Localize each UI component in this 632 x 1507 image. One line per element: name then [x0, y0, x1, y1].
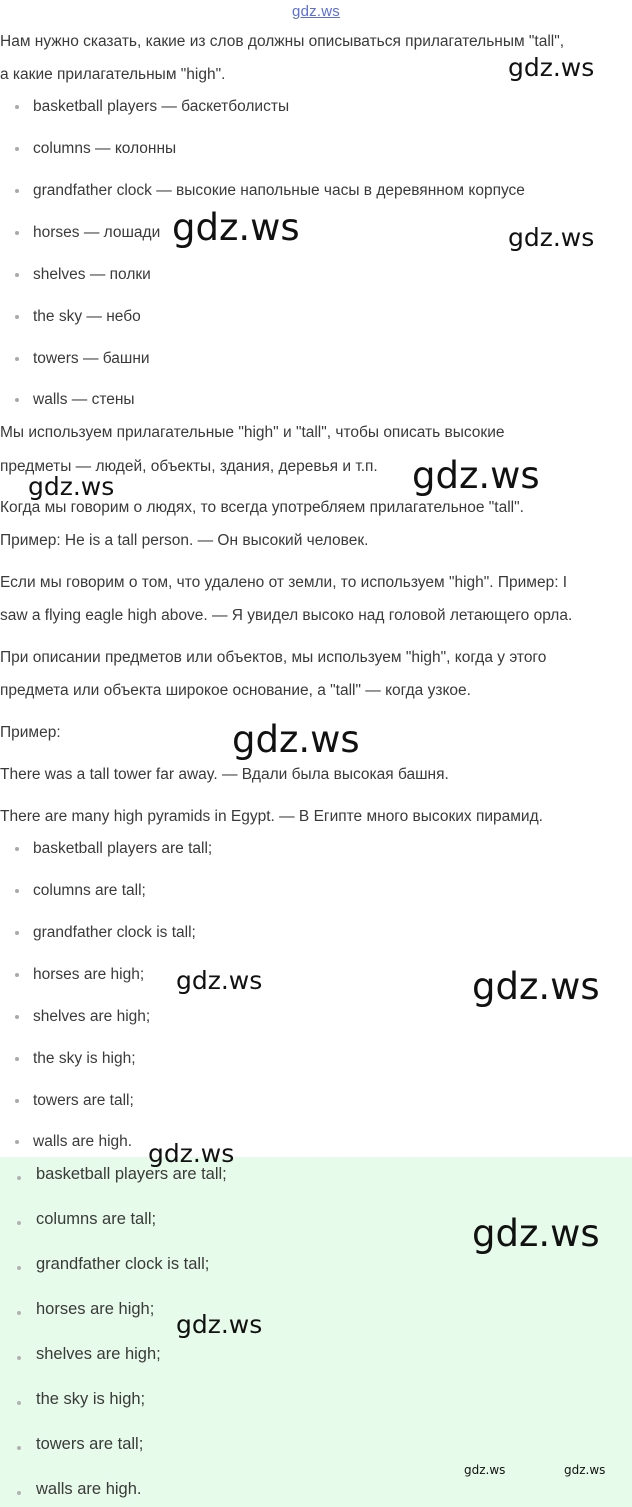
watermark: gdz.ws	[412, 454, 540, 497]
bullet-icon	[15, 1140, 19, 1144]
explanation-line: Пример:	[0, 724, 61, 741]
answer-item: grandfather clock is tall;	[33, 924, 196, 941]
bullet-icon	[15, 231, 19, 235]
highlighted-answer-item: basketball players are tall;	[36, 1165, 227, 1183]
bullet-icon	[17, 1311, 21, 1315]
bullet-icon	[15, 315, 19, 319]
highlighted-answer-item: shelves are high;	[36, 1345, 161, 1363]
watermark: gdz.ws	[508, 223, 595, 252]
vocab-item: the sky — небо	[33, 308, 141, 325]
vocab-item: grandfather clock — высокие напольные часы в деревянном корпусе	[33, 182, 525, 199]
vocab-item: horses — лошади	[33, 224, 161, 241]
highlighted-answer-item: walls are high.	[36, 1480, 142, 1498]
watermark: gdz.ws	[564, 1463, 606, 1477]
intro-line-1: Нам нужно сказать, какие из слов должны описываться прилагательным "tall",	[0, 33, 565, 50]
explanation-line: Если мы говорим о том, что удалено от земли, то используем "high". Пример: I	[0, 574, 568, 591]
watermark: gdz.ws	[176, 966, 263, 995]
bullet-icon	[15, 147, 19, 151]
explanation-line: предмета или объекта широкое основание, а "tall" — когда узкое.	[0, 682, 471, 699]
explanation-line: предметы — людей, объекты, здания, деревья и т.п.	[0, 458, 378, 475]
watermark: gdz.ws	[464, 1463, 506, 1477]
highlighted-answer-item: towers are tall;	[36, 1435, 144, 1453]
intro-line-2: а какие прилагательным "high".	[0, 66, 226, 83]
explanation-line: При описании предметов или объектов, мы используем "high", когда у этого	[0, 649, 547, 666]
bullet-icon	[15, 1099, 19, 1103]
answer-item: shelves are high;	[33, 1008, 151, 1025]
vocab-item: columns — колонны	[33, 140, 177, 157]
watermark: gdz.ws	[232, 718, 360, 761]
bullet-icon	[15, 1015, 19, 1019]
bullet-icon	[15, 931, 19, 935]
bullet-icon	[17, 1401, 21, 1405]
top-watermark-link[interactable]: gdz.ws	[292, 3, 340, 20]
bullet-icon	[17, 1221, 21, 1225]
answer-item: towers are tall;	[33, 1092, 134, 1109]
bullet-icon	[17, 1176, 21, 1180]
watermark: gdz.ws	[472, 965, 600, 1008]
explanation-line: There was a tall tower far away. — Вдали была высокая башня.	[0, 766, 449, 783]
answer-item: basketball players are tall;	[33, 840, 213, 857]
highlighted-answer-item: columns are tall;	[36, 1210, 157, 1228]
bullet-icon	[15, 105, 19, 109]
bullet-icon	[15, 889, 19, 893]
bullet-icon	[17, 1356, 21, 1360]
bullet-icon	[15, 398, 19, 402]
bullet-icon	[15, 273, 19, 277]
vocab-item: walls — стены	[33, 391, 135, 408]
watermark: gdz.ws	[472, 1212, 600, 1255]
highlighted-answer-item: grandfather clock is tall;	[36, 1255, 210, 1273]
bullet-icon	[17, 1491, 21, 1495]
explanation-line: Мы используем прилагательные "high" и "tall", чтобы описать высокие	[0, 424, 505, 441]
explanation-line: Пример: He is a tall person. — Он высокий человек.	[0, 532, 369, 549]
vocab-item: towers — башни	[33, 350, 150, 367]
answer-item: the sky is high;	[33, 1050, 136, 1067]
bullet-icon	[15, 847, 19, 851]
watermark: gdz.ws	[28, 472, 115, 501]
vocab-item: shelves — полки	[33, 266, 151, 283]
explanation-line: saw a flying eagle high above. — Я увидел высоко над головой летающего орла.	[0, 607, 573, 624]
explanation-line: Когда мы говорим о людях, то всегда употребляем прилагательное "tall".	[0, 499, 524, 516]
bullet-icon	[15, 973, 19, 977]
vocab-item: basketball players — баскетболисты	[33, 98, 290, 115]
watermark: gdz.ws	[176, 1310, 263, 1339]
explanation-line: There are many high pyramids in Egypt. — В Египте много высоких пирамид.	[0, 808, 543, 825]
bullet-icon	[15, 357, 19, 361]
highlighted-answer-box	[0, 1157, 632, 1507]
bullet-icon	[15, 189, 19, 193]
answer-item: walls are high.	[33, 1133, 133, 1150]
watermark: gdz.ws	[508, 53, 595, 82]
watermark: gdz.ws	[148, 1139, 235, 1168]
bullet-icon	[17, 1446, 21, 1450]
answer-item: columns are tall;	[33, 882, 146, 899]
answer-item: horses are high;	[33, 966, 145, 983]
bullet-icon	[15, 1057, 19, 1061]
highlighted-answer-item: horses are high;	[36, 1300, 155, 1318]
bullet-icon	[17, 1266, 21, 1270]
watermark: gdz.ws	[172, 206, 300, 249]
highlighted-answer-item: the sky is high;	[36, 1390, 146, 1408]
